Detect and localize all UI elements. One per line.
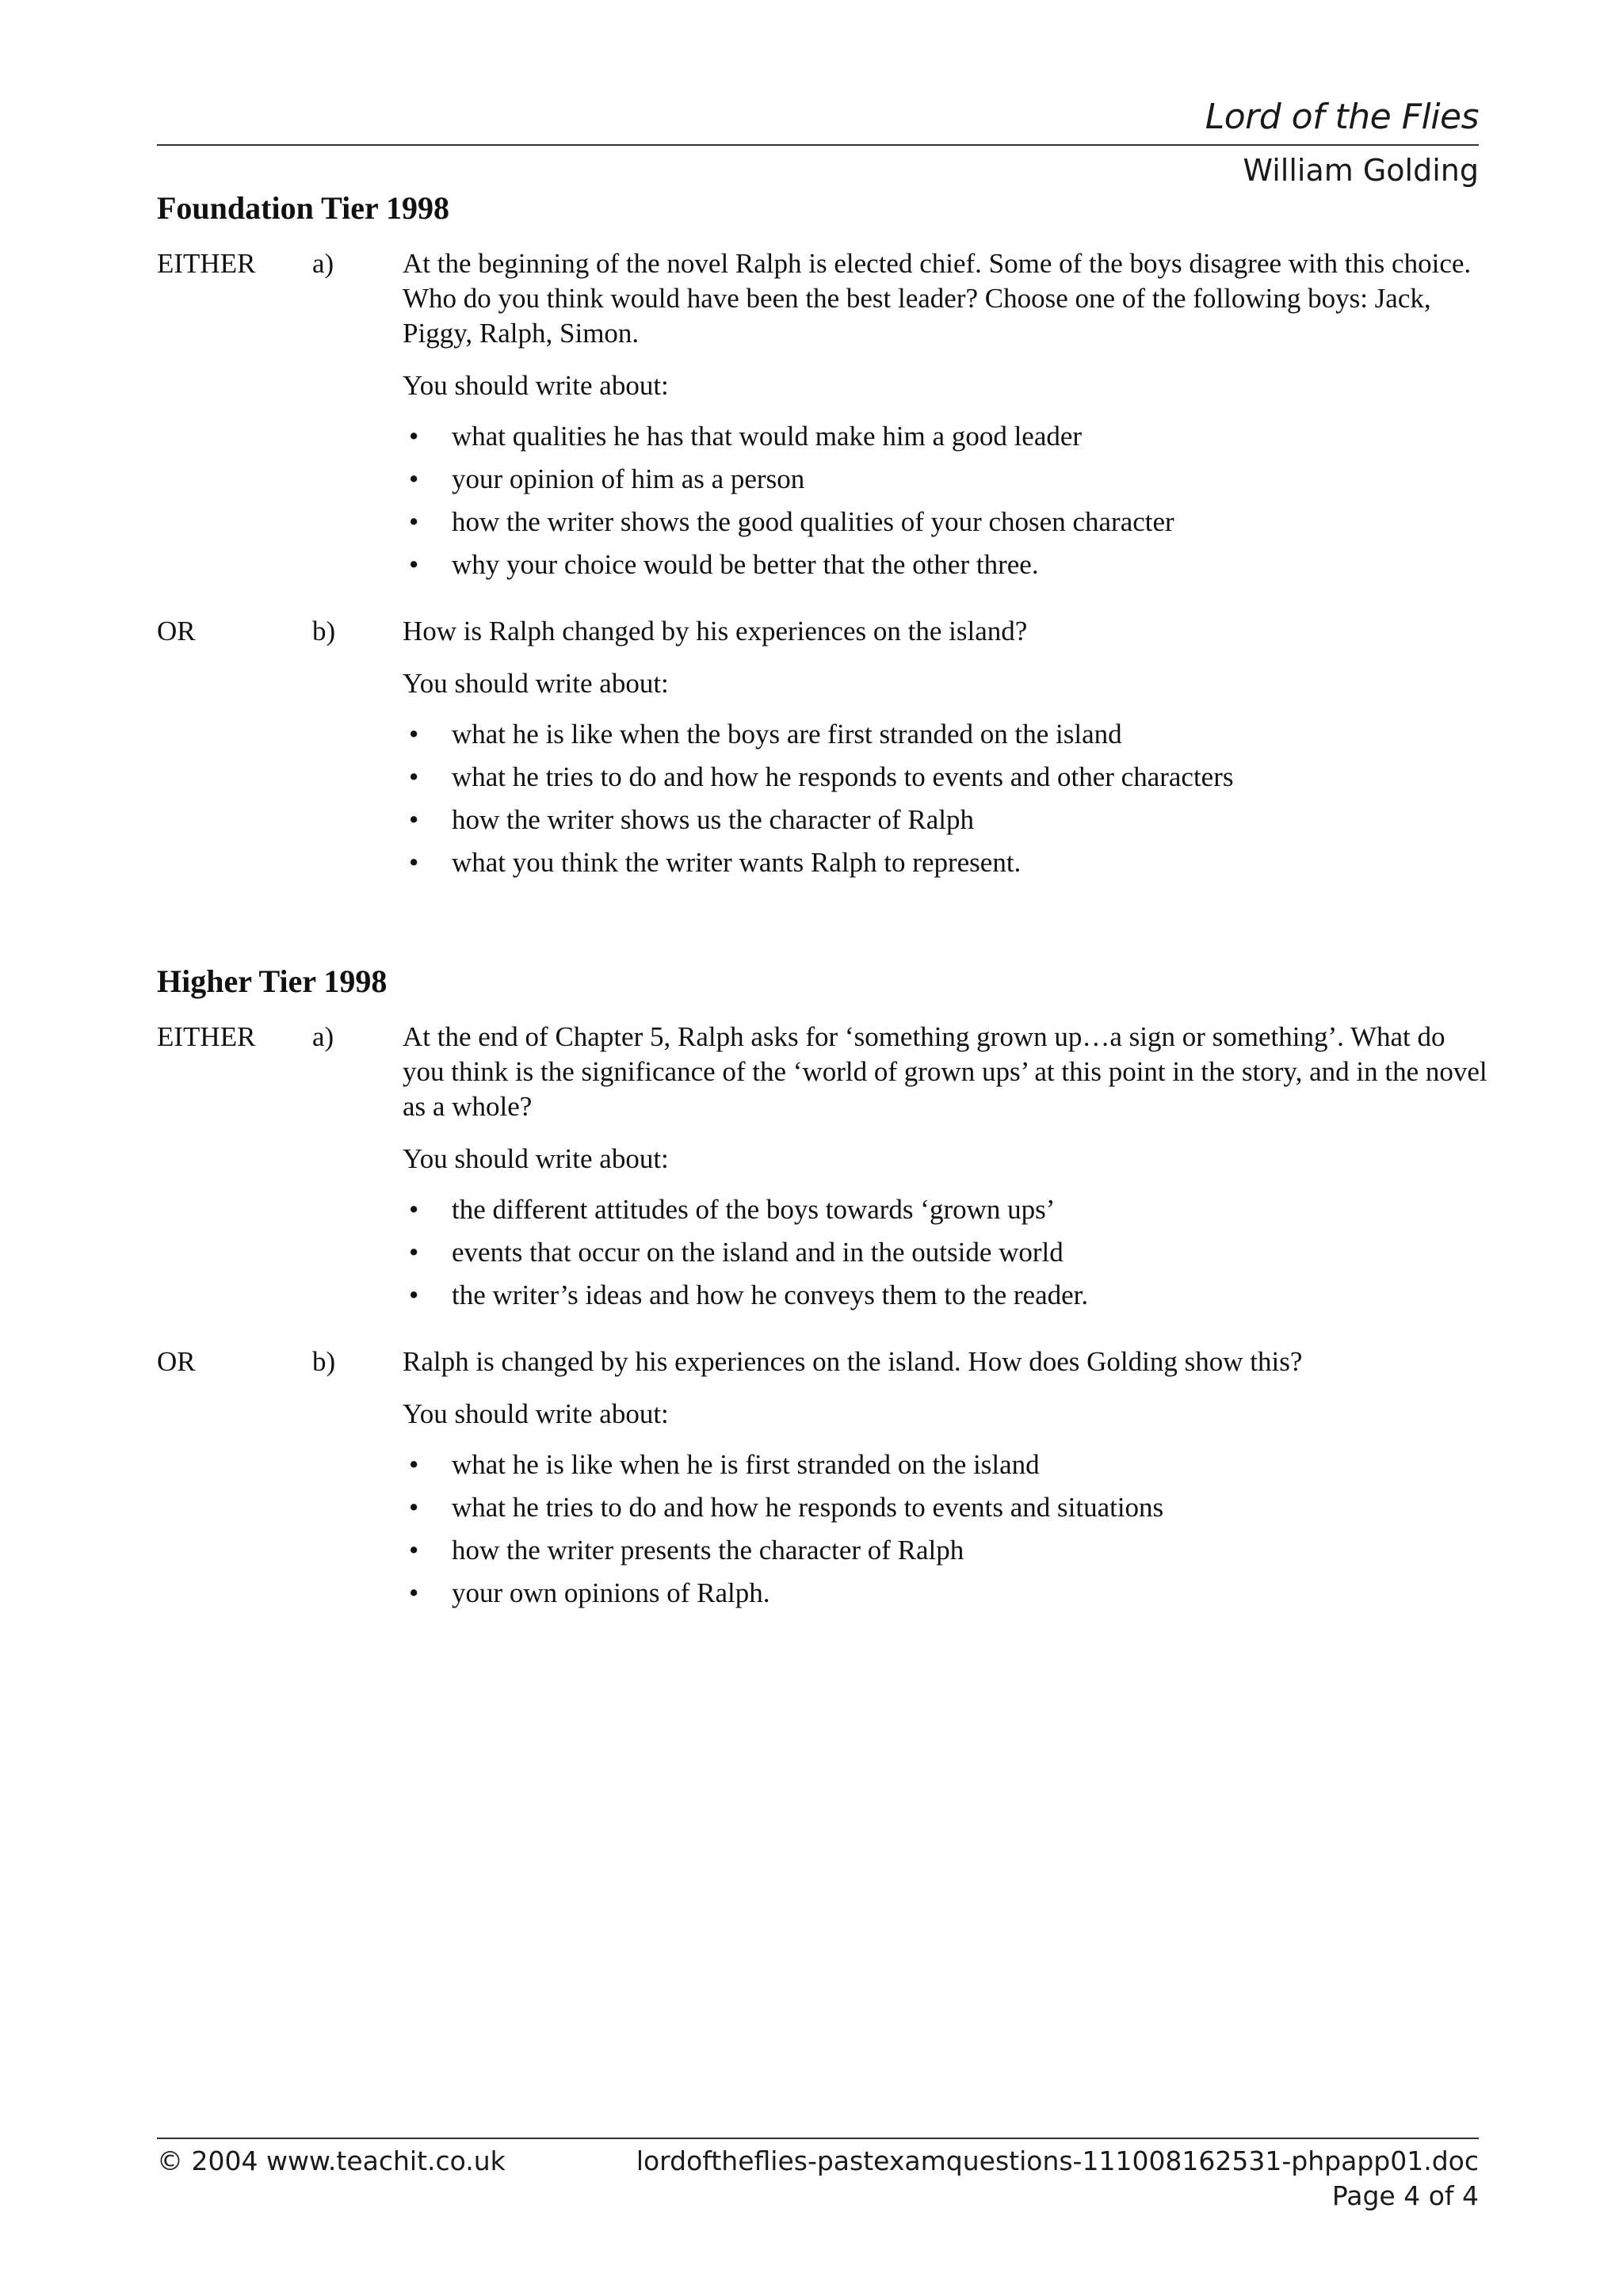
- bullet-icon: •: [409, 761, 419, 792]
- list-item-text: what he tries to do and how he responds to events and situations: [452, 1492, 1164, 1523]
- list-item-text: your own opinions of Ralph.: [452, 1577, 770, 1608]
- list-item-text: what qualities he has that would make him a good leader: [452, 421, 1083, 452]
- question-letter: b): [312, 616, 336, 646]
- list-item-text: how the writer presents the character of Ralph: [452, 1535, 964, 1566]
- list-item-text: events that occur on the island and in the outside world: [452, 1237, 1064, 1268]
- list-item: [403, 547, 1488, 582]
- section-heading: Higher Tier 1998: [157, 963, 388, 999]
- list-item-text: what you think the writer wants Ralph to represent.: [452, 847, 1022, 878]
- page-footer: [157, 2138, 1479, 2214]
- page-header: [157, 93, 1479, 190]
- question-label: EITHER: [157, 1021, 256, 1052]
- list-item: [403, 419, 1488, 454]
- list-item: [403, 1533, 1488, 1568]
- list-item: [403, 717, 1488, 752]
- question-letter: a): [312, 1021, 334, 1052]
- bullet-icon: •: [409, 1492, 419, 1523]
- bullet-icon: •: [409, 1535, 419, 1566]
- bullet-icon: •: [409, 1194, 419, 1225]
- bullet-list: [403, 1447, 1488, 1611]
- list-item-text: the different attitudes of the boys towards ‘grown ups’: [452, 1194, 1056, 1225]
- list-item-text: your opinion of him as a person: [452, 463, 805, 494]
- list-item-text: why your choice would be better that the other three.: [452, 549, 1039, 580]
- list-item: [403, 845, 1488, 880]
- list-item: [403, 1447, 1488, 1482]
- footer-row: [157, 2139, 1479, 2179]
- bullet-icon: •: [409, 847, 419, 878]
- bullet-icon: •: [409, 549, 419, 580]
- bullet-icon: •: [409, 1577, 419, 1608]
- bullet-icon: •: [409, 421, 419, 452]
- question-letter: a): [312, 248, 334, 279]
- question-foundation-b: [157, 614, 1488, 888]
- question-higher-a: [157, 1020, 1488, 1321]
- list-item: [403, 1235, 1488, 1270]
- bullet-icon: •: [409, 804, 419, 835]
- bullet-icon: •: [409, 719, 419, 749]
- file-name: lordoftheflies-pastexamquestions-111008162531-phpapp01.doc: [636, 2145, 1479, 2176]
- question-text: At the beginning of the novel Ralph is elected chief. Some of the boys disagree with this choice. Who do you think would have been the best leader? Choose one of the following boys: Jack, Piggy, Ralph, Simon.: [403, 248, 1472, 349]
- question-label: EITHER: [157, 248, 256, 279]
- document-title: Lord of the Flies: [1205, 97, 1479, 137]
- section-heading: Foundation Tier 1998: [157, 190, 449, 226]
- page-number: Page 4 of 4: [1331, 2180, 1479, 2211]
- bullet-icon: •: [409, 1237, 419, 1268]
- list-item: [403, 1192, 1488, 1227]
- bullet-icon: •: [409, 506, 419, 537]
- question-text: Ralph is changed by his experiences on the island. How does Golding show this?: [403, 1346, 1303, 1377]
- document-author: William Golding: [1243, 153, 1479, 188]
- list-item: [403, 505, 1488, 540]
- question-text: How is Ralph changed by his experiences on the island?: [403, 616, 1028, 646]
- list-item-text: what he tries to do and how he responds to events and other characters: [452, 761, 1234, 792]
- bullet-icon: •: [409, 1449, 419, 1480]
- question-prompt: You should write about:: [403, 1143, 669, 1174]
- question-prompt: You should write about:: [403, 370, 669, 401]
- copyright-text: © 2004 www.teachit.co.uk: [157, 2145, 506, 2176]
- list-item-text: the writer’s ideas and how he conveys them to the reader.: [452, 1280, 1089, 1310]
- list-item-text: what he is like when he is first stranded on the island: [452, 1449, 1040, 1480]
- question-body: [403, 1020, 1488, 1321]
- bullet-icon: •: [409, 1280, 419, 1310]
- header-divider: [157, 144, 1479, 146]
- question-prompt: You should write about:: [403, 668, 669, 699]
- list-item-text: how the writer shows us the character of Ralph: [452, 804, 974, 835]
- question-prompt: You should write about:: [403, 1398, 669, 1429]
- list-item: [403, 803, 1488, 837]
- question-body: [403, 614, 1488, 888]
- list-item-text: how the writer shows the good qualities of your chosen character: [452, 506, 1174, 537]
- page-content: [157, 186, 1488, 1619]
- question-higher-b: [157, 1344, 1488, 1619]
- question-foundation-a: [157, 246, 1488, 590]
- question-body: [403, 1344, 1488, 1619]
- question-label: OR: [157, 616, 196, 646]
- question-text: At the end of Chapter 5, Ralph asks for ‘something grown up…a sign or something’. What do you think is the significance of the ‘world of grown ups’ at this point in the story, and in the novel as a whole?: [403, 1021, 1487, 1122]
- question-label: OR: [157, 1346, 196, 1377]
- list-item-text: what he is like when the boys are first stranded on the island: [452, 719, 1122, 749]
- bullet-list: [403, 717, 1488, 880]
- section-foundation-tier: [157, 186, 1488, 888]
- section-higher-tier: [157, 959, 1488, 1619]
- list-item: [403, 760, 1488, 795]
- list-item: [403, 1490, 1488, 1525]
- list-item: [403, 1576, 1488, 1611]
- question-body: [403, 246, 1488, 590]
- list-item: [403, 1278, 1488, 1313]
- bullet-list: [403, 1192, 1488, 1313]
- bullet-list: [403, 419, 1488, 582]
- question-letter: b): [312, 1346, 336, 1377]
- list-item: [403, 462, 1488, 497]
- bullet-icon: •: [409, 463, 419, 494]
